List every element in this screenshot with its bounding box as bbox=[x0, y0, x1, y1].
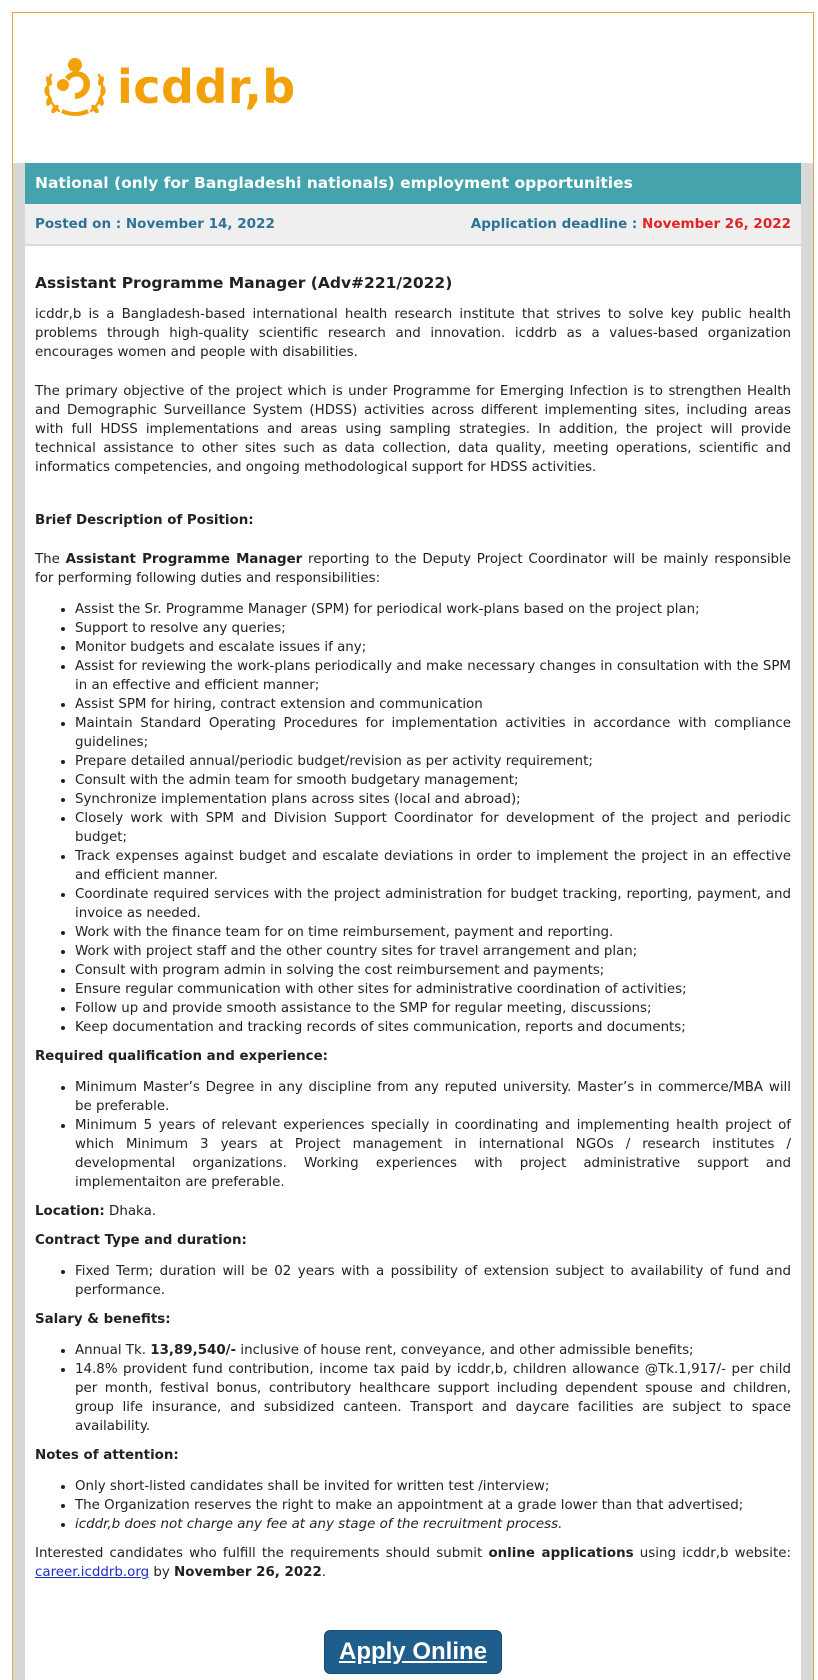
no-fee-note: icddr,b does not charge any fee at any stage of the recruitment process. bbox=[75, 1517, 563, 1532]
posted-date bbox=[35, 204, 275, 244]
list-item: • Follow up and provide smooth assistance to the SMP for regular meeting, discussions; bbox=[75, 999, 791, 1018]
notes-list bbox=[35, 1477, 791, 1534]
apply-by-text: by bbox=[149, 1565, 175, 1580]
brief-pre-text: The bbox=[35, 552, 66, 567]
list-item: • Assist SPM for hiring, contract extension and communication bbox=[75, 695, 791, 714]
list-item: • Work with the finance team for on time reimbursement, payment and reporting. bbox=[75, 923, 791, 942]
laurel-logo-icon bbox=[41, 55, 109, 119]
list-item: • Consult with program admin in solving the cost reimbursement and payments; bbox=[75, 961, 791, 980]
logo-area bbox=[13, 13, 813, 163]
salary-amount: 13,89,540/- bbox=[150, 1343, 237, 1358]
list-item: • Maintain Standard Operating Procedures for implementation activities in accordance with compliance guidelines; bbox=[75, 714, 791, 752]
list-item: • Work with project staff and the other country sites for travel arrangement and plan; bbox=[75, 942, 791, 961]
location-value: Dhaka. bbox=[104, 1204, 157, 1219]
list-item: • Minimum 5 years of relevant experiences specially in coordinating and implementing health project of which Minimum 3 years at Project management in international NGOs / research institutes / developmental organizations. Working experiences with project administrative support and implementaiton are preferable. bbox=[75, 1116, 791, 1192]
deadline-date-value: November 26, 2022 bbox=[642, 216, 791, 232]
location-label: Location: bbox=[35, 1204, 105, 1219]
application-instructions bbox=[35, 1544, 791, 1582]
salary-list bbox=[35, 1341, 791, 1436]
contract-heading: Contract Type and duration: bbox=[35, 1233, 247, 1248]
contract-list bbox=[35, 1262, 791, 1300]
list-item: • Prepare detailed annual/periodic budget/revision as per activity requirement; bbox=[75, 752, 791, 771]
apply-online-button[interactable]: Apply Online bbox=[324, 1630, 502, 1674]
list-item: • Monitor budgets and escalate issues if any; bbox=[75, 638, 791, 657]
list-item: • Fixed Term; duration will be 02 years with a possibility of extension subject to availability of fund and performance. bbox=[75, 1262, 791, 1300]
salary-heading: Salary & benefits: bbox=[35, 1312, 171, 1327]
content-frame bbox=[13, 163, 813, 1680]
content-panel bbox=[25, 163, 801, 1680]
qualification-heading: Required qualification and experience: bbox=[35, 1049, 329, 1064]
list-item: • The Organization reserves the right to make an appointment at a grade lower than that advertised; bbox=[75, 1496, 791, 1515]
notes-heading: Notes of attention: bbox=[35, 1448, 179, 1463]
apply-button-wrap bbox=[35, 1630, 791, 1674]
apply-mid-text: using icddr,b website: bbox=[633, 1546, 792, 1561]
list-item bbox=[75, 1515, 791, 1534]
icddrb-logo[interactable] bbox=[41, 55, 296, 119]
objective-paragraph: The primary objective of the project which is under Programme for Emerging Infection is to strengthen Health and Demographic Surveillance System (HDSS) activities across different implementing sites, including areas with full HDSS implementations and areas using sampling strategies. In addition, the project will provide technical assistance to other sites such as data collection, data quality, meeting operations, scientific and informatics competencies, and ongoing methodological support for HDSS activities. bbox=[35, 384, 791, 475]
job-description bbox=[25, 274, 801, 1674]
duties-list bbox=[35, 600, 791, 1037]
intro-paragraph: icddr,b is a Bangladesh-based international health research institute that strives to solve key public health problems through high-quality scientific research and innovation. icddrb as a values-based organization encourages women and people with disabilities. bbox=[35, 307, 791, 360]
brief-description-heading: Brief Description of Position: bbox=[35, 513, 254, 528]
list-item: • Support to resolve any queries; bbox=[75, 619, 791, 638]
list-item: • Ensure regular communication with other sites for administrative coordination of activities; bbox=[75, 980, 791, 999]
list-item bbox=[75, 1341, 791, 1360]
list-item: • Synchronize implementation plans across sites (local and abroad); bbox=[75, 790, 791, 809]
list-item: • Keep documentation and tracking records of sites communication, reports and documents; bbox=[75, 1018, 791, 1037]
job-title: Assistant Programme Manager (Adv#221/2022) bbox=[35, 274, 453, 292]
date-bar bbox=[25, 204, 801, 246]
page-title: National (only for Bangladeshi nationals) employment opportunities bbox=[25, 163, 801, 204]
apply-deadline-date: November 26, 2022 bbox=[174, 1565, 322, 1580]
brief-description-paragraph bbox=[35, 550, 791, 588]
list-item: • Coordinate required services with the project administration for budget tracking, reporting, payment, and invoice as needed. bbox=[75, 885, 791, 923]
apply-end-text: . bbox=[321, 1565, 327, 1580]
apply-pre-text: Interested candidates who fulfill the requirements should submit bbox=[35, 1546, 489, 1561]
list-item: • Closely work with SPM and Division Support Coordinator for development of the project and periodic budget; bbox=[75, 809, 791, 847]
career-site-link[interactable]: career.icddrb.org bbox=[35, 1565, 150, 1580]
list-item: • Assist for reviewing the work-plans periodically and make necessary changes in consultation with the SPM in an effective and efficient manner; bbox=[75, 657, 791, 695]
salary-post-text: inclusive of house rent, conveyance, and other admissible benefits; bbox=[236, 1343, 694, 1358]
deadline-label: Application deadline : bbox=[470, 216, 643, 232]
posted-label: Posted on : bbox=[35, 216, 126, 232]
list-item: • 14.8% provident fund contribution, income tax paid by icddr,b, children allowance @Tk.1,917/- per child per month, festival bonus, contributory healthcare support including dependent spouse and children, group life insurance, and subsidized canteen. Transport and daycare facilities are subject to space availability. bbox=[75, 1360, 791, 1436]
location-line bbox=[35, 1202, 791, 1221]
application-deadline bbox=[471, 204, 791, 244]
salary-pre-text: Annual Tk. bbox=[75, 1343, 151, 1358]
list-item: • Only short-listed candidates shall be invited for written test /interview; bbox=[75, 1477, 791, 1496]
list-item: • Assist the Sr. Programme Manager (SPM) for periodical work-plans based on the project plan; bbox=[75, 600, 791, 619]
list-item: • Consult with the admin team for smooth budgetary management; bbox=[75, 771, 791, 790]
job-posting-page bbox=[12, 12, 814, 1680]
list-item: • Track expenses against budget and escalate deviations in order to implement the project in an effective and efficient manner. bbox=[75, 847, 791, 885]
brief-post-text: reporting to the Deputy Project Coordinator will be mainly responsible for performing following duties and responsibilities: bbox=[35, 552, 791, 586]
brand-name: icddr,b bbox=[117, 60, 296, 114]
list-item: • Minimum Master’s Degree in any discipline from any reputed university. Master’s in commerce/MBA will be preferable. bbox=[75, 1078, 791, 1116]
position-name: Assistant Programme Manager bbox=[65, 552, 303, 567]
qualification-list bbox=[35, 1078, 791, 1192]
online-applications-text: online applications bbox=[488, 1546, 634, 1561]
posted-date-value: November 14, 2022 bbox=[125, 216, 275, 232]
